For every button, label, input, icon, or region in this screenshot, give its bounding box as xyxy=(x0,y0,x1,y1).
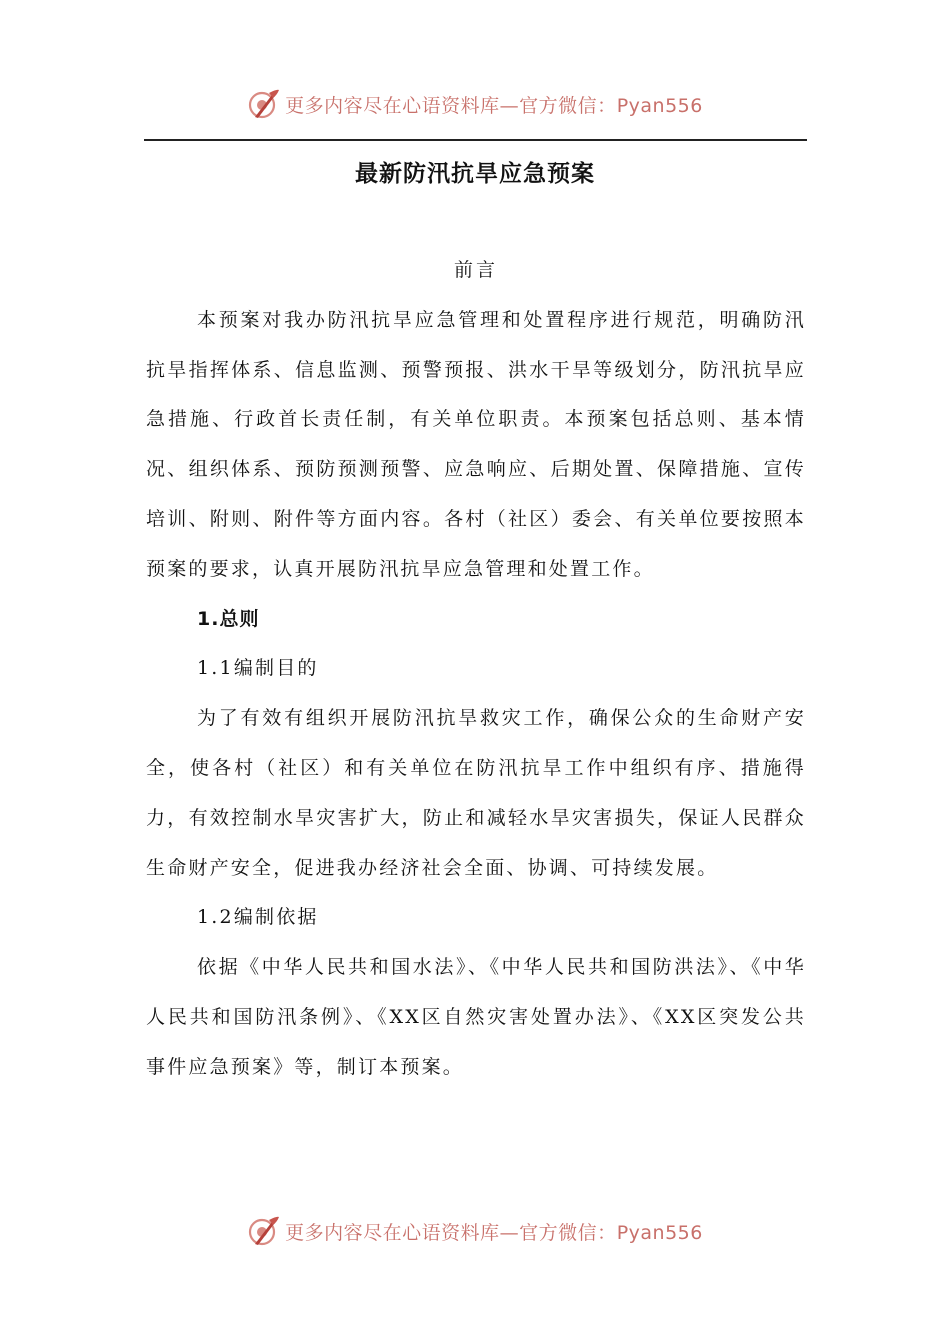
quill-logo-icon xyxy=(247,87,281,121)
document-body xyxy=(146,246,806,1093)
watermark-wx-id: Pyan556 xyxy=(616,1221,703,1244)
header-watermark-banner xyxy=(0,84,950,124)
section-1-2-paragraph: 依据《中华人民共和国水法》、《中华人民共和国防洪法》、《中华人民共和国防汛条例》、《XX区自然灾害处置办法》、《XX区突发公共事件应急预案》等，制订本预案。 xyxy=(146,956,806,1078)
footer-watermark-banner xyxy=(0,1211,950,1251)
watermark-dash: — xyxy=(499,94,520,117)
section-1-1-paragraph: 为了有效有组织开展防汛抗旱救灾工作，确保公众的生命财产安全，使各村（社区）和有关单位在防汛抗旱工作中组织有序、措施得力，有效控制水旱灾害扩大，防止和减轻水旱灾害损失，保证人民群众生命财产安全，促进我办经济社会全面、协调、可持续发展。 xyxy=(146,707,806,879)
footer-watermark-text xyxy=(285,1218,703,1245)
section-1-1-heading: 1.1编制目的 xyxy=(197,657,319,680)
section-1-heading: 1.总则 xyxy=(197,607,260,630)
watermark-dash: — xyxy=(499,1221,520,1244)
preface-paragraph: 本预案对我办防汛抗旱应急管理和处置程序进行规范，明确防汛抗旱指挥体系、信息监测、预警预报、洪水干旱等级划分，防汛抗旱应急措施、行政首长责任制，有关单位职责。本预案包括总则、基本情况、组织体系、预防预测预警、应急响应、后期处置、保障措施、宣传培训、附则、附件等方面内容。各村（社区）委会、有关单位要按照本预案的要求，认真开展防汛抗旱应急管理和处置工作。 xyxy=(146,308,806,580)
watermark-wx-label: 官方微信： xyxy=(519,1221,617,1244)
header-watermark-text xyxy=(285,91,703,118)
watermark-wx-id: Pyan556 xyxy=(616,94,703,117)
watermark-main-text: 更多内容尽在心语资料库 xyxy=(285,94,500,117)
section-1-2-heading: 1.2编制依据 xyxy=(197,906,319,929)
watermark-main-text: 更多内容尽在心语资料库 xyxy=(285,1221,500,1244)
quill-logo-icon xyxy=(247,1214,281,1248)
preface-heading: 前言 xyxy=(453,259,498,281)
header-rule xyxy=(144,139,807,141)
watermark-wx-label: 官方微信： xyxy=(519,94,617,117)
document-title: 最新防汛抗旱应急预案 xyxy=(355,161,595,187)
